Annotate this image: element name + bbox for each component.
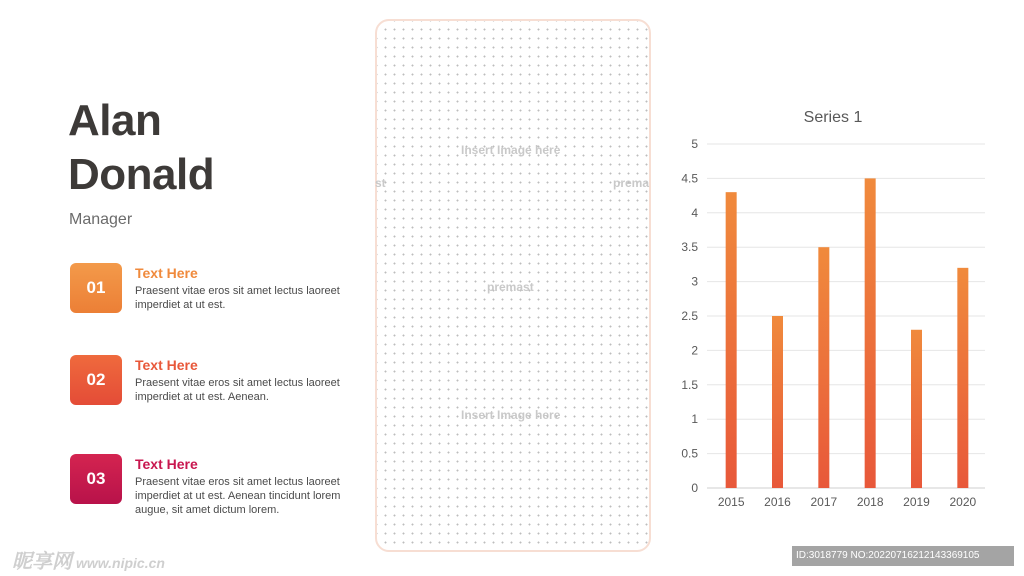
item-description: Praesent vitae eros sit amet lectus laoreet imperdiet at ut est. [135, 285, 340, 311]
insert-image-label: Insert Image here [461, 408, 561, 422]
insert-image-label: Insert Image here [461, 143, 561, 157]
role-title: Manager [69, 211, 133, 228]
x-tick-label: 2018 [856, 495, 884, 509]
y-axis-ticks [681, 137, 698, 495]
x-tick-label: 2019 [903, 495, 930, 509]
y-tick-label: 0 [691, 481, 698, 495]
watermark-url: www.nipic.cn [76, 555, 165, 571]
x-axis-ticks [718, 495, 977, 509]
first-name: Alan [68, 96, 162, 145]
bars [726, 178, 969, 488]
item-title: Text Here [135, 265, 198, 281]
number-badge: 02 [70, 355, 122, 405]
y-tick-label: 1.5 [681, 377, 698, 392]
item-title: Text Here [135, 456, 198, 472]
x-tick-label: 2017 [810, 495, 838, 509]
y-tick-label: 3.5 [681, 240, 698, 255]
brand-watermark: prema [613, 176, 650, 190]
y-tick-label: 0.5 [681, 446, 698, 461]
y-tick-label: 2.5 [681, 309, 698, 323]
image-id-watermark: ID:3018779 NO:20220716212143369105 [792, 546, 1014, 566]
y-tick-label: 2 [691, 343, 698, 358]
last-name: Donald [68, 150, 215, 199]
item-description: Praesent vitae eros sit amet lectus laoreet imperdiet at ut est. Aenean tincidunt lorem augue, sit amet dictum lorem. [135, 476, 341, 516]
grid-lines [707, 144, 985, 488]
image-placeholder[interactable] [375, 19, 651, 552]
x-tick-label: 2015 [717, 495, 745, 509]
bar-2016 [772, 316, 783, 488]
brand-watermark: premast [487, 280, 534, 294]
site-watermark [12, 545, 165, 574]
bar-2019 [911, 330, 922, 488]
item-title: Text Here [135, 357, 198, 373]
bar-2018 [865, 178, 876, 488]
x-tick-label: 2016 [764, 495, 791, 509]
number-badge: 03 [70, 454, 122, 504]
item-description: Praesent vitae eros sit amet lectus laoreet imperdiet at ut est. Aenean. [135, 377, 340, 403]
brand-watermark: st [375, 176, 386, 190]
watermark-logo: 昵享网 [12, 551, 72, 573]
bar-chart [660, 96, 1010, 526]
y-tick-label: 3 [691, 274, 698, 289]
y-tick-label: 4.5 [681, 171, 698, 186]
x-tick-label: 2020 [949, 495, 977, 509]
y-tick-label: 1 [691, 412, 698, 427]
bar-2017 [818, 247, 829, 488]
person-name [68, 94, 214, 202]
y-tick-label: 4 [691, 205, 698, 220]
bar-2020 [957, 268, 968, 488]
y-tick-label: 5 [691, 137, 698, 151]
bar-2015 [726, 192, 737, 488]
chart-title: Series 1 [803, 109, 863, 126]
number-badge: 01 [70, 263, 122, 313]
